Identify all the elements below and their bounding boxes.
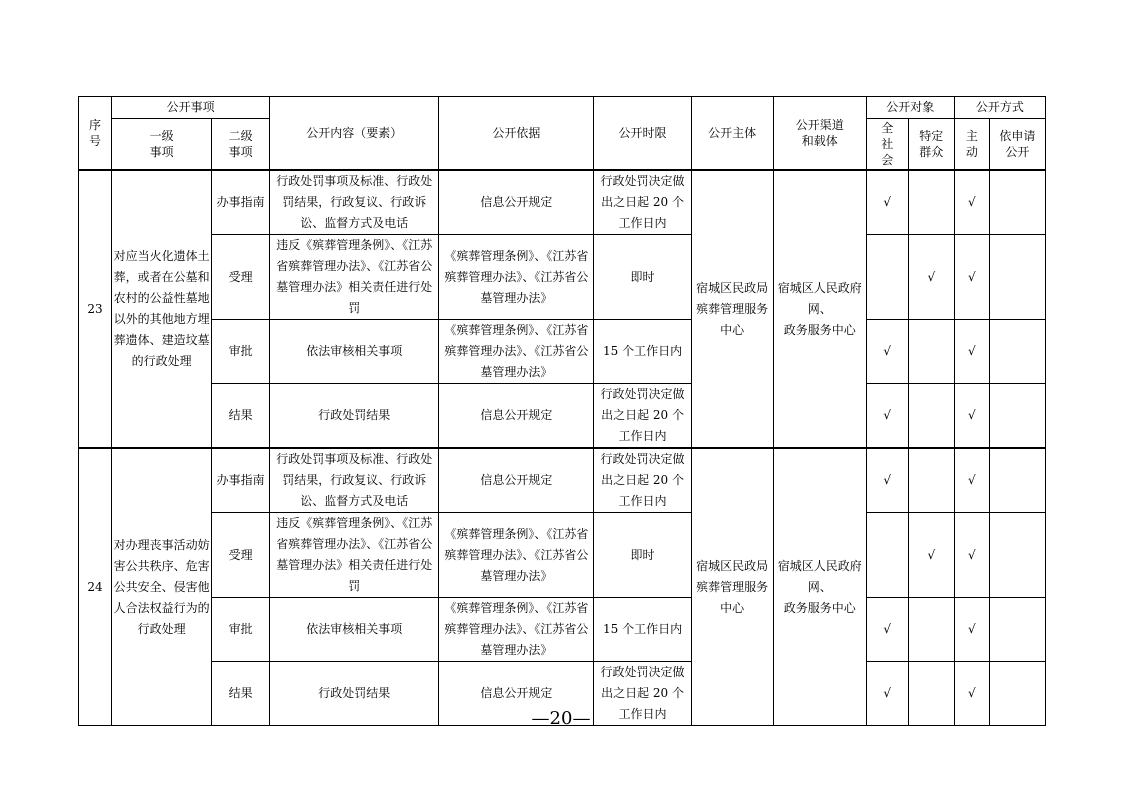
header-content: 公开内容（要素） xyxy=(270,97,439,171)
content-cell: 违反《殡葬管理条例》、《江苏省殡葬管理办法》、《江苏省公墓管理办法》相关责任进行处罚 xyxy=(270,235,439,320)
method-request-check xyxy=(989,170,1045,235)
target-specific-check: √ xyxy=(908,513,954,598)
basis-cell: 《殡葬管理条例》、《江苏省殡葬管理办法》、《江苏省公墓管理办法》 xyxy=(439,320,594,384)
header-method-request: 依申请 公开 xyxy=(989,119,1045,171)
header-target-all: 全 社 会 xyxy=(866,119,908,171)
level2-cell: 受理 xyxy=(212,235,270,320)
content-cell: 依法审核相关事项 xyxy=(270,598,439,662)
method-active-check: √ xyxy=(954,384,989,449)
target-specific-check xyxy=(908,384,954,449)
target-all-check: √ xyxy=(866,384,908,449)
header-channel: 公开渠道 和载体 xyxy=(773,97,866,171)
content-cell: 行政处罚事项及标准、行政处罚结果，行政复议、行政诉讼、监督方式及电话 xyxy=(270,448,439,513)
seq-cell: 23 xyxy=(79,170,112,448)
seq-cell: 24 xyxy=(79,448,112,726)
content-cell: 违反《殡葬管理条例》、《江苏省殡葬管理办法》、《江苏省公墓管理办法》相关责任进行处罚 xyxy=(270,513,439,598)
level2-cell: 办事指南 xyxy=(212,448,270,513)
channel-cell: 宿城区人民政府网、 政务服务中心 xyxy=(773,448,866,726)
content-cell: 行政处罚事项及标准、行政处罚结果，行政复议、行政诉讼、监督方式及电话 xyxy=(270,170,439,235)
level2-cell: 办事指南 xyxy=(212,170,270,235)
method-active-check: √ xyxy=(954,598,989,662)
method-request-check xyxy=(989,513,1045,598)
target-all-check xyxy=(866,235,908,320)
target-all-check: √ xyxy=(866,662,908,726)
table-row xyxy=(79,448,1046,513)
header-level2: 二级 事项 xyxy=(212,119,270,171)
method-request-check xyxy=(989,448,1045,513)
basis-cell: 《殡葬管理条例》、《江苏省殡葬管理办法》、《江苏省公墓管理办法》 xyxy=(439,513,594,598)
time-limit-cell: 行政处罚决定做出之日起 20 个工作日内 xyxy=(594,662,691,726)
header-subject: 公开主体 xyxy=(691,97,773,171)
content-cell: 行政处罚结果 xyxy=(270,662,439,726)
table-row xyxy=(79,170,1046,235)
level2-cell: 结果 xyxy=(212,662,270,726)
basis-cell: 信息公开规定 xyxy=(439,384,594,449)
time-limit-cell: 行政处罚决定做出之日起 20 个工作日内 xyxy=(594,170,691,235)
target-specific-check xyxy=(908,320,954,384)
table-row xyxy=(79,384,1046,449)
method-active-check: √ xyxy=(954,320,989,384)
target-specific-check xyxy=(908,170,954,235)
table-group-24 xyxy=(79,448,1046,726)
header-target-specific: 特定 群众 xyxy=(908,119,954,171)
level2-cell: 审批 xyxy=(212,598,270,662)
method-active-check: √ xyxy=(954,513,989,598)
method-request-check xyxy=(989,320,1045,384)
level2-cell: 受理 xyxy=(212,513,270,598)
channel-cell: 宿城区人民政府网、 政务服务中心 xyxy=(773,170,866,448)
time-limit-cell: 即时 xyxy=(594,235,691,320)
target-all-check: √ xyxy=(866,170,908,235)
header-basis: 公开依据 xyxy=(439,97,594,171)
subject-cell: 宿城区民政局殡葬管理服务中心 xyxy=(691,170,773,448)
basis-cell: 信息公开规定 xyxy=(439,448,594,513)
method-request-check xyxy=(989,235,1045,320)
method-active-check: √ xyxy=(954,170,989,235)
header-time-limit: 公开时限 xyxy=(594,97,691,171)
header-items-group: 公开事项 xyxy=(112,97,270,119)
target-specific-check: √ xyxy=(908,235,954,320)
basis-cell: 《殡葬管理条例》、《江苏省殡葬管理办法》、《江苏省公墓管理办法》 xyxy=(439,235,594,320)
level2-cell: 审批 xyxy=(212,320,270,384)
basis-cell: 信息公开规定 xyxy=(439,662,594,726)
target-specific-check xyxy=(908,598,954,662)
time-limit-cell: 行政处罚决定做出之日起 20 个工作日内 xyxy=(594,448,691,513)
header-target-group: 公开对象 xyxy=(866,97,954,119)
method-request-check xyxy=(989,598,1045,662)
header-seq: 序 号 xyxy=(79,97,112,171)
header-level1: 一级 事项 xyxy=(112,119,212,171)
method-request-check xyxy=(989,384,1045,449)
table-row xyxy=(79,598,1046,662)
table-group-23 xyxy=(79,170,1046,448)
table-row xyxy=(79,513,1046,598)
header-method-active: 主 动 xyxy=(954,119,989,171)
level1-cell: 对办理丧事活动妨害公共秩序、危害公共安全、侵害他人合法权益行为的行政处理 xyxy=(112,448,212,726)
subject-cell: 宿城区民政局殡葬管理服务中心 xyxy=(691,448,773,726)
time-limit-cell: 行政处罚决定做出之日起 20 个工作日内 xyxy=(594,384,691,449)
page-number: —20— xyxy=(531,708,591,729)
method-active-check: √ xyxy=(954,662,989,726)
table-row xyxy=(79,235,1046,320)
method-active-check: √ xyxy=(954,235,989,320)
target-all-check xyxy=(866,513,908,598)
level1-cell: 对应当火化遗体土葬，或者在公墓和农村的公益性墓地以外的其他地方埋葬遗体、建造坟墓的行政处理 xyxy=(112,170,212,448)
table-row xyxy=(79,320,1046,384)
content-cell: 依法审核相关事项 xyxy=(270,320,439,384)
level2-cell: 结果 xyxy=(212,384,270,449)
header-method-group: 公开方式 xyxy=(954,97,1045,119)
content-cell: 行政处罚结果 xyxy=(270,384,439,449)
target-all-check: √ xyxy=(866,598,908,662)
method-active-check: √ xyxy=(954,448,989,513)
time-limit-cell: 15 个工作日内 xyxy=(594,598,691,662)
target-all-check: √ xyxy=(866,320,908,384)
time-limit-cell: 即时 xyxy=(594,513,691,598)
basis-cell: 《殡葬管理条例》、《江苏省殡葬管理办法》、《江苏省公墓管理办法》 xyxy=(439,598,594,662)
target-specific-check xyxy=(908,448,954,513)
disclosure-table xyxy=(78,96,1046,726)
basis-cell: 信息公开规定 xyxy=(439,170,594,235)
target-all-check: √ xyxy=(866,448,908,513)
time-limit-cell: 15 个工作日内 xyxy=(594,320,691,384)
